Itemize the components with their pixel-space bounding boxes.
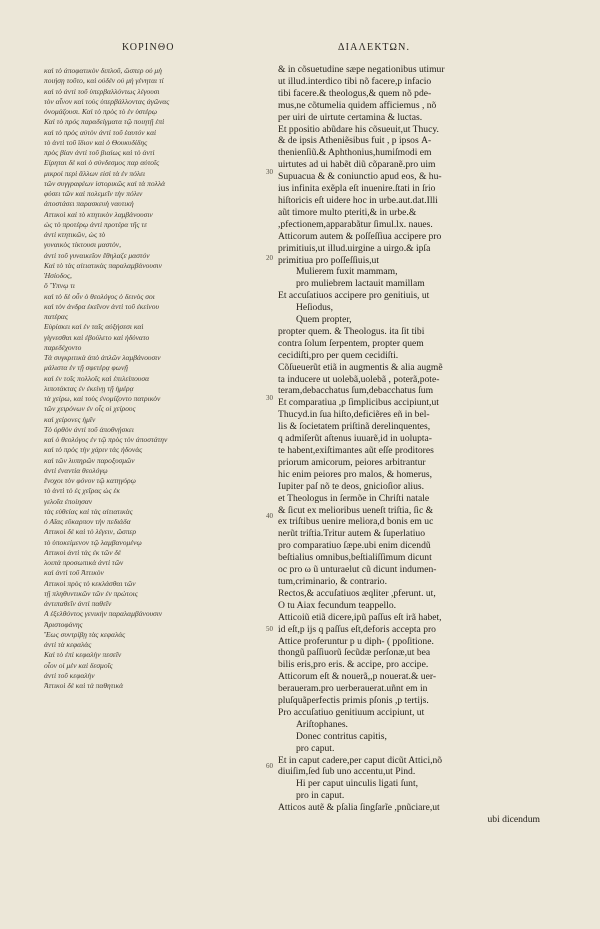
latin-line: primitiua pro poſſeſſiuis,ut: [278, 254, 379, 266]
greek-line: καὶ ὁ θεολόγος ἐν τῷ πρὸς τὸν ἀποστάτην: [44, 435, 168, 444]
greek-line: τῇ πληθυντικῶν τῶν ἐν πρώτοις: [44, 588, 138, 598]
latin-line: tibi facere.& theologus,& quem nõ pde-: [278, 87, 432, 99]
latin-line: ,pfectionem,apparabãtur ſimul.lx. naues.: [278, 218, 433, 230]
latin-line: Et in caput cadere,per caput dicũt Attici,nõ: [278, 754, 443, 766]
greek-line: τῶν χειρόνων ἐν οἷς οἱ χείρους: [44, 404, 136, 414]
latin-line: Et ppositio abũdare his cõsueuit,ut Thucy.: [278, 123, 439, 135]
greek-line: Τὸ ὀρθὸν ἀντὶ τοῦ ἀποθνῄσκει: [44, 424, 134, 434]
greek-line: Ἀριστοφάνης: [44, 619, 83, 629]
latin-line: Pro accuſatiuo genitiuum accipiunt, ut: [278, 706, 425, 718]
latin-line: ubi dicendum: [487, 814, 540, 826]
latin-line: pluſquãperfectis primis pſonis ,p tertijs.: [278, 695, 429, 707]
greek-line: τὸ ὑποκείμενον τῷ λαμβανομένῳ: [44, 537, 142, 547]
latin-line: lis & ſocietatem priſtinã derelinquentes,: [278, 421, 431, 433]
greek-line: Καὶ τὸ ἐπὶ κεφαλὴν πεσεῖν: [44, 650, 122, 660]
greek-line: ὅ Ὕπνῳ τι: [44, 281, 76, 291]
greek-line: ἀντὶ κτητικῶν, ὡς τὸ: [44, 230, 106, 239]
greek-line: Αττικοὶ καὶ τὸ κτητικὸν λαμβάνουσιν: [44, 209, 153, 219]
margin-number: 20: [266, 254, 273, 262]
latin-line: teram,debacchatus ſum,debacchatus ſum: [278, 385, 434, 397]
latin-line: Et accuſatiuos accipere pro genitiuis, ut: [278, 290, 430, 302]
latin-line: cecidiſti,pro per quem cecidiſti.: [278, 349, 399, 361]
latin-line: & in cõsuetudine sæpe negationibus utimur: [278, 64, 445, 75]
greek-line: ποιήσῃ τοῦτο, καὶ οὐδὲν οὐ μὴ γένηται τί: [44, 76, 164, 86]
greek-line: φύσει τῶν καὶ πολεμεῖν τὴν πόλιν: [44, 189, 143, 198]
latin-line: pro comparatiuo ſæpe.ubi enim dicendũ: [278, 540, 431, 552]
latin-line: ex triſtibus uenire meliora,d bonis em uc: [278, 516, 434, 528]
latin-line: ius infinita exẽpla eſt inuenire.ſtati in ſrio: [278, 183, 436, 195]
latin-line: pro caput.: [296, 742, 335, 754]
greek-line: πρὸς βίαν ἀντὶ τοῦ βιαίως καὶ τὸ ἀντὶ: [44, 148, 155, 157]
greek-line: ὀνομάζουσι. Καὶ τὸ πρὸς τὸ ἐν ὑστέρῳ: [44, 107, 158, 116]
greek-line: καὶ τὸ πρὸς τὴν χάριν τὰς ἡδονὰς: [44, 445, 143, 455]
latin-line: propter quem. & Theologus. ita ſit tibi: [278, 325, 425, 337]
latin-line: Mulierem fuxit mammam,: [296, 266, 398, 278]
margin-number: 50: [266, 625, 273, 633]
greek-line: Εἰρηται δὲ καὶ ὁ σύνδεσμος παρ αὐτοῖς: [44, 158, 160, 168]
latin-line: Et comparatiua ,p ſimplicibus accipiunt,ut: [278, 397, 439, 409]
greek-line: τὰ χείρω, καὶ τοὺς ἐνομίζοντο πατρικὸν: [44, 394, 161, 403]
margin-number: 30: [266, 394, 273, 402]
latin-line: mus,ne cõtumelia quidem afficiemus , nõ: [278, 99, 437, 111]
latin-line: Attice proferuntur p u diph- ( ppoſitione.: [278, 635, 434, 647]
greek-line: Αττικοὶ ἀντὶ τὰς ἐκ τῶν δὲ: [44, 547, 121, 557]
greek-line: Ἡσίοδος,: [44, 271, 72, 280]
greek-line: γίγνεσθαι καὶ ἐβούλετο καὶ ἠδύνατο: [44, 332, 150, 342]
latin-line: beſtialius omnibus,beſtialiſſimum dicunt: [278, 552, 432, 564]
latin-line: Hi per caput uinculis ligati ſunt,: [296, 778, 419, 790]
latin-line: te habent,exiſtimantes aũt eſſe proditores: [278, 445, 434, 456]
greek-line: Τὰ συγκριτικὰ ἀπὸ ἁπλῶν λαμβάνουσιν: [44, 353, 161, 362]
latin-line: id eſt,p ijs q paſſus eſt,deforis accepta pro: [278, 623, 436, 635]
greek-line: καὶ τὸ δὲ οὖν ὁ θεολόγος ὁ δεινὸς σοι: [44, 291, 155, 301]
greek-line: τὸ ἀντὶ τὸ ἐς χεῖρας ὡς ἐκ: [44, 486, 120, 496]
latin-line: bilis eris,pro eris. & accipe, pro accipe.: [278, 659, 429, 671]
latin-line: hiſtoricis eſt uidere hoc in urbe.aut.dat.Illi: [278, 194, 438, 206]
greek-line: Αττικοὶ πρὸς τὸ κεκλάσθαι τῶν: [44, 578, 136, 588]
greek-line: ἀντὶ τοῦ γυναικεῖον ἔθηλαζε μαστόν: [44, 250, 150, 260]
greek-line: ὁ Αἴας εὔκαρπον τὴν πεδιάδα: [44, 517, 131, 526]
greek-line: πατέρας: [44, 312, 68, 321]
greek-line: Καὶ τὸ τὰς αἰτιατικὰς παραλαμβάνουσιν: [44, 260, 162, 270]
greek-line: λοιπὰ προσωπικὰ ἀντὶ τῶν: [44, 558, 124, 567]
greek-line: ἀντὶ τοῦ κεφαλὴν: [44, 670, 95, 680]
greek-line: ἀντιπαθεῖν ἀντὶ παθεῖν: [44, 599, 112, 608]
latin-line: & ſicut ex melioribus ueneſt triſtia, ſic &: [278, 504, 434, 516]
latin-text-column: [278, 64, 540, 826]
greek-line: καὶ ἀντὶ τοῦ Ἀττικὸν: [44, 568, 104, 578]
greek-line: ἀντὶ ἐναντία θεολόγῳ: [44, 465, 108, 475]
latin-line: contra ſolum ſerpentem, propter quem: [278, 337, 424, 349]
latin-line: ut illud.interdico tibi nõ facere,p infacio: [278, 75, 432, 87]
greek-line: Α ἐξελθόντος γενικὴν παραλαμβάνουσιν: [44, 609, 163, 619]
greek-line: λιποτάκτας ἐν ἐκείνῃ τῇ ἡμέρᾳ: [44, 383, 134, 393]
header-right: ΔΙΑΛΕΚΤΩΝ.: [338, 42, 411, 53]
latin-line: pro in caput.: [296, 790, 345, 802]
latin-line: tum,criminario, & contrario.: [278, 575, 387, 587]
greek-line: καὶ τὸν ἀνδρα ἐκεῖνον ἀντὶ τοῦ ἐκείνου: [44, 301, 159, 311]
latin-line: Iupiter paſ nõ te deos, gnicioſior alius.: [278, 480, 425, 492]
margin-number: 30: [266, 168, 273, 176]
latin-line: priorum amicorum, peiores arbitrantur: [278, 456, 426, 468]
greek-line: καὶ τὸ ἀντὶ τοῦ ὑπερβαλλόντως λέγουσι: [44, 86, 160, 96]
latin-line: Rectos,& accuſatiuos æqliter ,pferunt. ut,: [278, 587, 436, 599]
latin-line: Supuacua & & coniunctio apud eos, & hu-: [278, 171, 442, 183]
greek-line: μάλιστα ἐν τῇ σφετέρᾳ φωνῇ: [44, 363, 129, 373]
header-left: ΚΟΡΙΝΘΟ: [122, 42, 175, 53]
greek-line: τὸ ἀντὶ τοῦ ἴδιον καὶ ὁ Θουκυδίδης: [44, 137, 148, 147]
greek-line: καὶ τῶν λυπηρῶν παροξυσμῶν: [44, 455, 135, 465]
latin-line: q admiſerũt aſtenus iuuarẽ,id in uolupta-: [278, 433, 432, 445]
latin-line: beraueram.pro uerberauerat.uñnt em in: [278, 683, 428, 695]
latin-line: ta inducere ut uolebã,uolebã , poterã,pote-: [278, 373, 440, 385]
greek-line: Ἕως συντρίβῃ τὰς κεφαλάς: [44, 629, 126, 639]
margin-number: 40: [266, 512, 273, 520]
greek-line: καὶ ἐν τοῖς πολλοῖς καὶ ἐπιλείπουσα: [44, 373, 150, 383]
latin-line: Atticorum eſt & nouerã,,p nouerat.& uer-: [278, 671, 437, 683]
latin-line: per uiri de uirtute certamina & luctas.: [278, 111, 423, 123]
greek-line: Καὶ τὸ πρός παραδείγματα τῷ ποιητῇ ἐπὶ: [44, 117, 165, 127]
greek-line: γελοῖα ἐποίησαν: [44, 496, 93, 506]
latin-line: nerũt triſtia.Tritur autem & ſuperlatiuo: [278, 528, 425, 540]
greek-line: γυναικὸς τίκτουσι μαστὸν,: [44, 240, 121, 250]
latin-line: hic enim peiores pro malos, & homerus,: [278, 468, 433, 480]
latin-line: Ο tu Aiax fecundum teappello.: [278, 599, 397, 611]
latin-line: primitiuis,ut illud.uirgine a uirgo.& ipſa: [278, 242, 431, 254]
latin-line: Atticorum autem & poſſeſſiua accipere pro: [278, 230, 442, 242]
greek-line: ὡς τὸ προτέρῳ ἀντὶ προτέρα τῆς τε: [44, 219, 148, 229]
latin-line: Heſiodus,: [296, 302, 334, 314]
greek-line: Ἀττικοὶ δὲ καὶ τὰ παθητικὰ: [44, 681, 124, 690]
latin-line: Donec contritus capitis,: [296, 730, 387, 742]
greek-line: τὰς εὐθείας καὶ τὰς αἰτιατικὰς: [44, 506, 133, 516]
greek-line: ἀντὶ τὰ κεφαλὰς: [44, 640, 92, 649]
greek-line: ἔνοχοι τὸν φόνον τῷ κατηγόρῳ: [44, 476, 136, 485]
greek-text-column: [44, 66, 266, 691]
greek-line: καὶ τὸ ἀποφατικὸν διπλοῦ, ὥσπερ οὐ μὴ: [44, 66, 162, 75]
latin-line: Thucyd.in ſua hiſto,deficiẽres eñ in bel-: [278, 409, 430, 421]
margin-number: 60: [266, 762, 273, 770]
latin-line: Quem propter,: [296, 314, 352, 326]
greek-line: καὶ τὸ πρὸς αὐτὸν ἀντὶ τοῦ ἑαυτόν καὶ: [44, 127, 157, 137]
running-header: [0, 42, 600, 56]
latin-line: thongũ paſſiuorũ ſecũdæ perſonæ,ut bea: [278, 647, 431, 659]
latin-line: Ariſtophanes.: [296, 718, 348, 730]
latin-line: aũt timore multo pteriti,& in urbe.&: [278, 206, 417, 218]
greek-line: τὸν αἶνον καὶ τοὺς ὑπερβάλλοντας ἀγῶνας: [44, 96, 170, 106]
latin-line: et Theologus in ſermõe in Chriſti natale: [278, 492, 430, 504]
latin-line: thenienſiũ.& Aphthonius,humiſmodi em: [278, 147, 432, 159]
latin-line: uirtutes ad ui habẽt diũ cõparanẽ.pro uim: [278, 159, 436, 171]
greek-line: καὶ χείρονες ἡμῖν: [44, 414, 96, 424]
latin-line: pro muliebrem lactauit mamillam: [296, 278, 425, 290]
greek-line: οἷον οἱ μὲν καὶ δεσμοῖς: [44, 660, 113, 670]
greek-line: μικροὶ περὶ ἄλλων εἰσὶ τὰ ἐν πόλει: [44, 168, 146, 178]
greek-line: ἀποστάσει παρασκευὴ ναυτικὴ: [44, 199, 134, 209]
latin-line: & de ipsis Atheniẽsibus fuit , p ipsos Α-: [278, 135, 432, 147]
latin-line: Atticoiũ etiã dicere,ipũ paſſus eſt irã habet,: [278, 611, 442, 623]
greek-line: παρεδέχοντο: [44, 342, 82, 352]
latin-line: diuiſim,ſed ſub uno accentu,ut Pind.: [278, 766, 416, 778]
greek-line: τῶν συγγραφέων ἱστορικῶς καὶ τὰ πολλὰ: [44, 178, 166, 188]
greek-line: Εὑρίσκει καὶ ἐν ταῖς αὐξήσεσι καὶ: [44, 322, 144, 332]
latin-line: Cõſueuerũt etiã in augmentis & alia augmẽ: [278, 361, 443, 373]
latin-line: Atticos autẽ & pſalia ſingſarĩe ,pnũciare,ut: [278, 802, 440, 814]
greek-line: Αττικοὶ δὲ καὶ τὸ λέγειν, ὥσπερ: [44, 527, 137, 537]
latin-line: oc pro ω ũ unturaelut cũ dicunt indumen-: [278, 564, 437, 576]
